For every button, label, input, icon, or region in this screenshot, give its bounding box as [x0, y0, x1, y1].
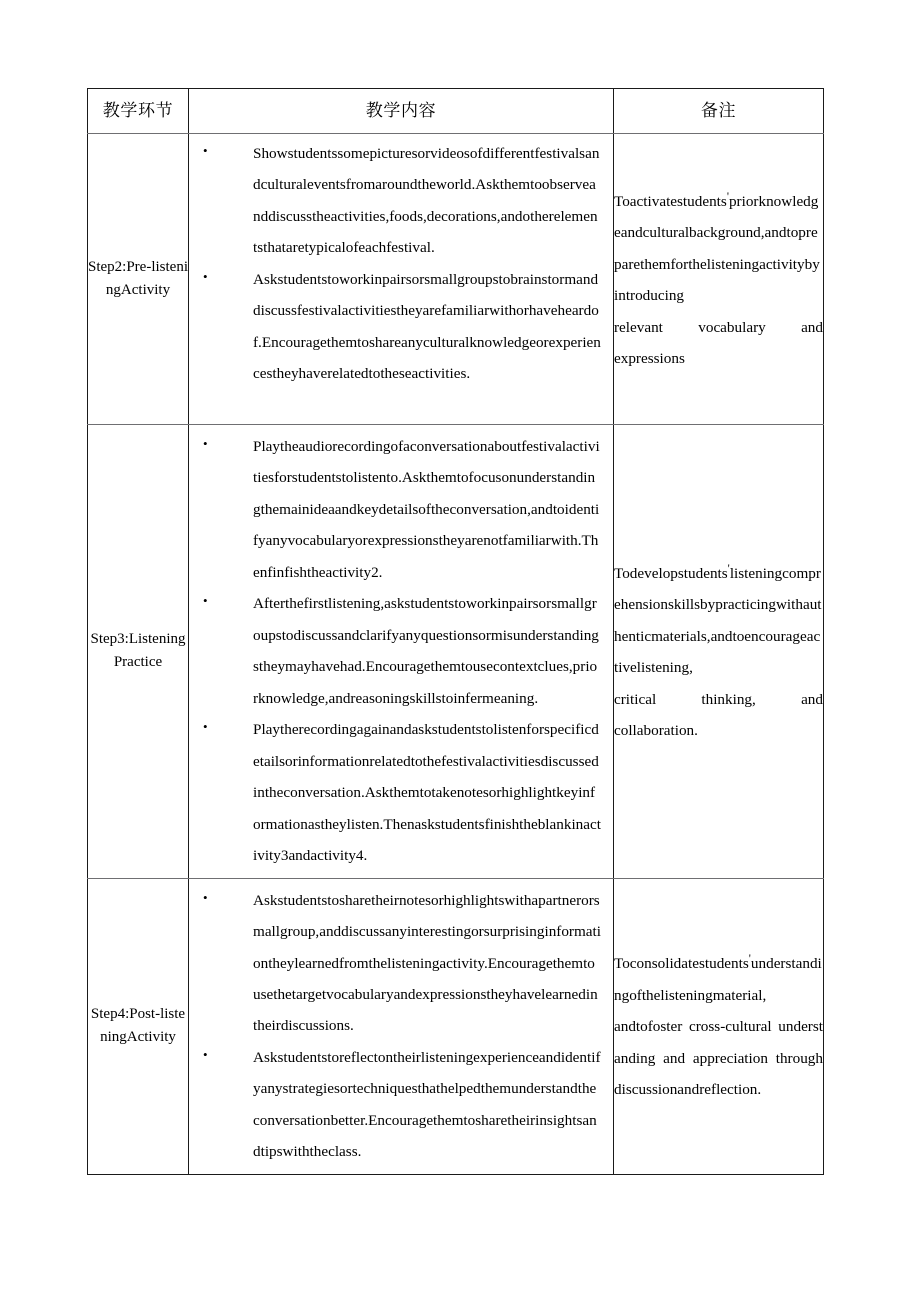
content-cell-step3	[189, 425, 614, 879]
stage-label-step2: Step2:Pre-listeningActivity	[88, 134, 189, 425]
table-row	[88, 425, 824, 879]
notes-tail: critical thinking, and	[614, 690, 823, 708]
list-item: • Askstudentstosharetheirnotesorhighlightswithapartnerorsmallgroup,anddiscussanyinterestingorsurprisinginformationtheylearnedfromthelisteningactivity.Encouragethemtousethetargetvocabularyandexpressionstheyhavelearnedintheirdiscussions.	[189, 885, 611, 1042]
column-header-content: 教学内容	[189, 89, 614, 134]
notes-body: priorknowledgeandculturalbackground,andtopreparethemforthelisteningactivitybyintroducing	[614, 192, 820, 305]
notes-end: discussionandreflection.	[614, 1081, 762, 1099]
list-item: • Afterthefirstlistening,askstudentstoworkinpairsorsmallgroupstodiscussandclarifyanyquestionsormisunderstandingstheymayhavehad.Encouragethemtousecontextclues,priorknowledge,andreasoningskillstoinfermeaning.	[189, 588, 611, 714]
lesson-plan-table	[87, 88, 824, 1175]
notes-text-step3	[614, 556, 823, 747]
stage-label-step4: Step4:Post-listeningActivity	[88, 878, 189, 1174]
notes-end: collaboration.	[614, 722, 698, 740]
list-item: • Showstudentssomepicturesorvideosofdifferentfestivalsandculturaleventsfromaroundtheworld.Askthemtoobserveanddiscusstheactivities,foods,decorations,andotherelementsthataretypicalofeachfestival.	[189, 138, 611, 264]
content-bullet-list	[189, 885, 611, 1168]
apostrophe-glyph: '	[748, 951, 751, 966]
list-item: • Askstudentstoreflectontheirlisteningexperienceandidentifyanystrategiesortechniquesthathelpedthemunderstandtheconversationbetter.Encouragethemtosharetheirinsightsandtipswiththeclass.	[189, 1042, 611, 1168]
notes-end: expressions	[614, 349, 685, 367]
notes-head: Toactivatestudents	[614, 192, 727, 210]
notes-head: Toconsolidatestudents	[614, 955, 749, 973]
column-header-stage: 教学环节	[88, 89, 189, 134]
table-row	[88, 878, 824, 1174]
apostrophe-glyph: '	[726, 188, 729, 203]
notes-body: understandingofthelisteningmaterial,	[614, 955, 822, 1004]
notes-cell-step4	[614, 878, 824, 1174]
stage-label-step3: Step3:ListeningPractice	[88, 425, 189, 879]
notes-body: listeningcomprehensionskillsbypracticingwithauthenticmaterials,andtoencourageactivelistening,	[614, 564, 822, 677]
notes-cell-step2	[614, 134, 824, 425]
list-item: • Playtherecordingagainandaskstudentstolistenforspecificdetailsorinformationrelatedtothefestivalactivitiesdiscussedintheconversation.Askthemtotakenotesorhighlightkeyinformationastheylisten.Thenaskstudentsfinishtheblankinactivity3andactivity4.	[189, 714, 611, 871]
apostrophe-glyph: '	[727, 560, 730, 575]
notes-head: Todevelopstudents	[614, 564, 728, 582]
content-bullet-list	[189, 431, 611, 872]
notes-text-step4	[614, 946, 823, 1105]
column-header-notes: 备注	[614, 89, 824, 134]
notes-cell-step3	[614, 425, 824, 879]
list-item: • Askstudentstoworkinpairsorsmallgroupstobrainstormanddiscussfestivalactivitiestheyarefamiliarwithorhaveheardof.Encouragethemtoshareanyculturalknowledgeorexperiencestheyhaverelatedtotheseactivities.	[189, 264, 611, 390]
table-header-row	[88, 89, 824, 134]
content-cell-step4	[189, 878, 614, 1174]
notes-tail: relevant vocabulary and	[614, 318, 823, 336]
list-item: • Playtheaudiorecordingofaconversationaboutfestivalactivitiesforstudentstolistento.Askthemtofocusonunderstandingthemainideaandkeydetailsoftheconversation,andtoidentifyanyvocabularyorexpressionstheyarenotfamiliarwith.Thenfinfishtheactivity2.	[189, 431, 611, 588]
notes-text-step2	[614, 184, 823, 375]
notes-tail: andtofoster cross-cultural understanding and appreciation through	[614, 1018, 823, 1067]
table-row	[88, 134, 824, 425]
content-bullet-list	[189, 138, 611, 390]
content-cell-step2	[189, 134, 614, 425]
